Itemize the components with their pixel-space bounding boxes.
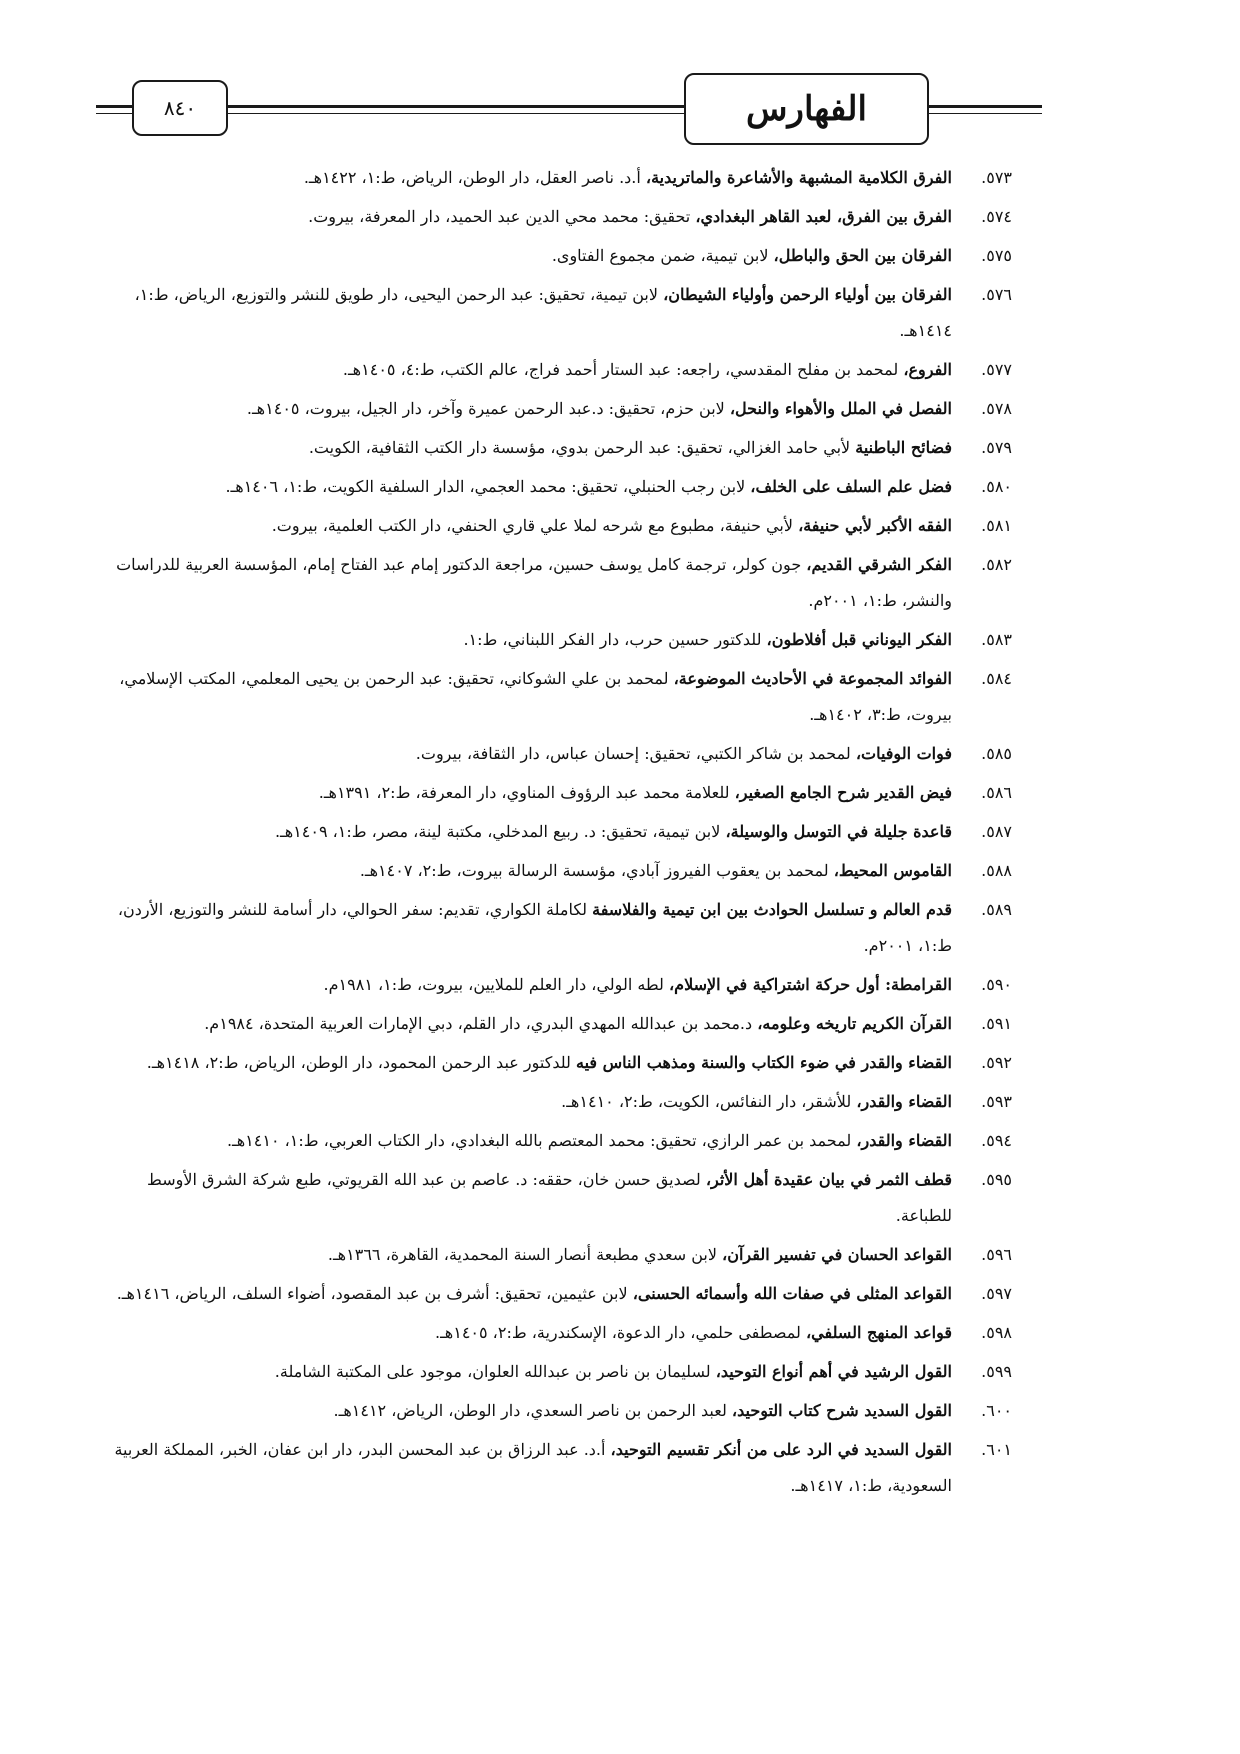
bibliography-entry: [90, 775, 1012, 811]
entry-number: ٥٨٥.: [981, 744, 1012, 763]
entry-title: فوات الوفيات،: [855, 744, 952, 763]
entry-title: الفصل في الملل والأهواء والنحل،: [729, 399, 952, 418]
entry-details: للدكتور حسين حرب، دار الفكر اللبناني، ط:١.: [463, 630, 767, 649]
page-number: ٨٤٠: [163, 96, 197, 120]
entry-details: لسليمان بن ناصر بن عبدالله العلوان، موجود على المكتبة الشاملة.: [274, 1362, 716, 1381]
section-title-box: [684, 73, 929, 145]
header-rule-left: [96, 105, 133, 114]
entry-number: ٥٨٤.: [981, 669, 1012, 688]
entry-details: لمحمد بن يعقوب الفيروز آبادي، مؤسسة الرسالة بيروت، ط:٢، ١٤٠٧هـ.: [359, 861, 834, 880]
entry-title: الفرق بين الفرق، لعبد القاهر البغدادي،: [695, 207, 952, 226]
bibliography-entry: [90, 853, 1012, 889]
entry-title: القول السديد شرح كتاب التوحيد،: [731, 1401, 952, 1420]
entry-number: ٥٨١.: [981, 516, 1012, 535]
entry-title: فضائح الباطنية: [855, 438, 952, 457]
entry-number: ٥٩٩.: [981, 1362, 1012, 1381]
bibliography-entry: [90, 160, 1012, 196]
entry-details: لمصطفى حلمي، دار الدعوة، الإسكندرية، ط:٢، ١٤٠٥هـ.: [435, 1323, 806, 1342]
header-rule-middle: [227, 105, 685, 114]
bibliography-entry: [90, 661, 1012, 733]
entry-number: ٥٩٠.: [981, 975, 1012, 994]
entry-title: القول الرشيد في أهم أنواع التوحيد،: [715, 1362, 952, 1381]
bibliography-entry: [90, 1315, 1012, 1351]
header-rule-right: [928, 105, 1042, 114]
entry-details: لابن تيمية، ضمن مجموع الفتاوى.: [551, 246, 774, 265]
entry-number: ٥٩٧.: [981, 1284, 1012, 1303]
entry-title: الفكر اليوناني قبل أفلاطون،: [766, 630, 952, 649]
bibliography-entry: [90, 1393, 1012, 1429]
entry-number: ٥٩٨.: [981, 1323, 1012, 1342]
entry-number: ٥٧٨.: [981, 399, 1012, 418]
bibliography-entry: [90, 622, 1012, 658]
entry-details: لابن تيمية، تحقيق: د. ربيع المدخلي، مكتبة لينة، مصر، ط:١، ١٤٠٩هـ.: [274, 822, 726, 841]
entry-details: جون كولر، ترجمة كامل يوسف حسين، مراجعة الدكتور إمام عبد الفتاح إمام، المؤسسة العربية للدراسات والنشر، ط:١، ٢٠٠١م.: [116, 555, 952, 610]
entry-title: القول السديد في الرد على من أنكر تقسيم التوحيد،: [610, 1440, 952, 1459]
entry-number: ٥٩١.: [981, 1014, 1012, 1033]
entry-details: لأبي حنيفة، مطبوع مع شرحه لملا علي قاري الحنفي، دار الكتب العلمية، بيروت.: [271, 516, 799, 535]
entry-title: الفرقان بين الحق والباطل،: [773, 246, 952, 265]
bibliography-entry: [90, 430, 1012, 466]
entry-details: لمحمد بن مفلح المقدسي، راجعه: عبد الستار أحمد فراج، عالم الكتب، ط:٤، ١٤٠٥هـ.: [342, 360, 904, 379]
bibliography-entry: [90, 1123, 1012, 1159]
entry-details: لكاملة الكواري، تقديم: سفر الحوالي، دار أسامة للنشر والتوزيع، الأردن، ط:١، ٢٠٠١م.: [117, 900, 952, 955]
entry-details: لابن سعدي مطبعة أنصار السنة المحمدية، القاهرة، ١٣٦٦هـ.: [327, 1245, 723, 1264]
entry-title: القواعد الحسان في تفسير القرآن،: [722, 1245, 952, 1264]
bibliography-entry: [90, 508, 1012, 544]
entry-title: الفرق الكلامية المشبهة والأشاعرة والماتريدية،: [645, 168, 952, 187]
bibliography-entry: [90, 967, 1012, 1003]
bibliography-entry: [90, 199, 1012, 235]
entry-number: ٥٨٧.: [981, 822, 1012, 841]
entry-number: ٥٧٤.: [981, 207, 1012, 226]
entry-details: د.محمد بن عبدالله المهدي البدري، دار القلم، دبي الإمارات العربية المتحدة، ١٩٨٤م.: [204, 1014, 758, 1033]
bibliography-entry: [90, 1084, 1012, 1120]
entry-number: ٥٩٢.: [981, 1053, 1012, 1072]
entry-details: لابن عثيمين، تحقيق: أشرف بن عبد المقصود، أضواء السلف، الرياض، ١٤١٦هـ.: [116, 1284, 633, 1303]
entry-title: القضاء والقدر في ضوء الكتاب والسنة ومذهب الناس فيه: [576, 1053, 952, 1072]
bibliography-entry: [90, 1432, 1012, 1504]
entry-details: للدكتور عبد الرحمن المحمود، دار الوطن، الرياض، ط:٢، ١٤١٨هـ.: [146, 1053, 577, 1072]
bibliography-entry: [90, 1237, 1012, 1273]
entry-details: للأشقر، دار النفائس، الكويت، ط:٢، ١٤١٠هـ.: [561, 1092, 857, 1111]
bibliography-entry: [90, 1045, 1012, 1081]
entry-title: القواعد المثلى في صفات الله وأسمائه الحسنى،: [632, 1284, 952, 1303]
entry-title: القاموس المحيط،: [833, 861, 952, 880]
bibliography-entry: [90, 277, 1012, 349]
bibliography-entry: [90, 238, 1012, 274]
entry-details: لأبي حامد الغزالي، تحقيق: عبد الرحمن بدوي، مؤسسة دار الكتب الثقافية، الكويت.: [308, 438, 856, 457]
entry-number: ٥٧٧.: [981, 360, 1012, 379]
entry-title: فضل علم السلف على الخلف،: [750, 477, 952, 496]
bibliography-entry: [90, 1354, 1012, 1390]
section-title: الفهارس: [746, 89, 867, 129]
bibliography-entry: [90, 1276, 1012, 1312]
entry-details: أ.د. ناصر العقل، دار الوطن، الرياض، ط:١، ١٤٢٢هـ.: [303, 168, 646, 187]
entry-number: ٥٨٠.: [981, 477, 1012, 496]
entry-title: الفوائد المجموعة في الأحاديث الموضوعة،: [673, 669, 952, 688]
entry-number: ٥٨٣.: [981, 630, 1012, 649]
entry-title: الفكر الشرقي القديم،: [806, 555, 952, 574]
entry-title: الفرقان بين أولياء الرحمن وأولياء الشيطان،: [663, 285, 952, 304]
entry-title: القرآن الكريم تاريخه وعلومه،: [757, 1014, 952, 1033]
bibliography-entry: [90, 1006, 1012, 1042]
entry-number: ٥٨٢.: [981, 555, 1012, 574]
entry-number: ٥٧٥.: [981, 246, 1012, 265]
bibliography-entry: [90, 892, 1012, 964]
entry-details: لابن رجب الحنبلي، تحقيق: محمد العجمي، الدار السلفية الكويت، ط:١، ١٤٠٦هـ.: [225, 477, 751, 496]
entry-details: أ.د. عبد الرزاق بن عبد المحسن البدر، دار ابن عفان، الخبر، المملكة العربية السعودية، ط:١، ١٤١٧هـ.: [114, 1440, 952, 1495]
entry-number: ٥٩٣.: [981, 1092, 1012, 1111]
entry-number: ٥٧٩.: [981, 438, 1012, 457]
entry-details: لمحمد بن عمر الرازي، تحقيق: محمد المعتصم بالله البغدادي، دار الكتاب العربي، ط:١، ١٤١٠هـ.: [226, 1131, 857, 1150]
entry-details: للعلامة محمد عبد الرؤوف المناوي، دار المعرفة، ط:٢، ١٣٩١هـ.: [318, 783, 735, 802]
bibliography-entry: [90, 547, 1012, 619]
entry-details: تحقيق: محمد محي الدين عبد الحميد، دار المعرفة، بيروت.: [308, 207, 696, 226]
entry-number: ٥٨٨.: [981, 861, 1012, 880]
entry-number: ٥٧٦.: [981, 285, 1012, 304]
bibliography-entry: [90, 1162, 1012, 1234]
entry-number: ٦٠٠.: [981, 1401, 1012, 1420]
entry-title: القضاء والقدر،: [856, 1131, 952, 1150]
entry-number: ٥٩٤.: [981, 1131, 1012, 1150]
entry-title: الفقه الأكبر لأبي حنيفة،: [798, 516, 952, 535]
entry-details: لابن تيمية، تحقيق: عبد الرحمن اليحيى، دار طويق للنشر والتوزيع، الرياض، ط:١، ١٤١٤هـ.: [134, 285, 952, 340]
bibliography-entry: [90, 814, 1012, 850]
bibliography-entry: [90, 736, 1012, 772]
entry-title: قدم العالم و تسلسل الحوادث بين ابن تيمية والفلاسفة: [592, 900, 952, 919]
bibliography-entry: [90, 469, 1012, 505]
entry-number: ٥٧٣.: [981, 168, 1012, 187]
entry-details: لطه الولي، دار العلم للملايين، بيروت، ط:١، ١٩٨١م.: [323, 975, 670, 994]
entry-number: ٥٩٥.: [981, 1170, 1012, 1189]
entry-details: لمحمد بن شاكر الكتبي، تحقيق: إحسان عباس، دار الثقافة، بيروت.: [415, 744, 856, 763]
entry-title: الفروع،: [903, 360, 952, 379]
entry-title: قواعد المنهج السلفي،: [805, 1323, 952, 1342]
entry-details: لابن حزم، تحقيق: د.عبد الرحمن عميرة وآخر، دار الجيل، بيروت، ١٤٠٥هـ.: [246, 399, 730, 418]
page-number-box: [132, 80, 228, 136]
entry-title: قطف الثمر في بيان عقيدة أهل الأثر،: [705, 1170, 952, 1189]
bibliography-entry: [90, 352, 1012, 388]
entry-number: ٥٩٦.: [981, 1245, 1012, 1264]
entry-details: لعبد الرحمن بن ناصر السعدي، دار الوطن، الرياض، ١٤١٢هـ.: [333, 1401, 732, 1420]
entry-title: القضاء والقدر،: [856, 1092, 952, 1111]
entry-title: قاعدة جليلة في التوسل والوسيلة،: [725, 822, 952, 841]
entry-number: ٥٨٩.: [981, 900, 1012, 919]
entry-number: ٥٨٦.: [981, 783, 1012, 802]
entry-details: لصديق حسن خان، حققه: د. عاصم بن عبد الله القريوتي، طبع شركة الشرق الأوسط للطباعة.: [147, 1170, 952, 1225]
entry-details: لمحمد بن علي الشوكاني، تحقيق: عبد الرحمن بن يحيى المعلمي، المكتب الإسلامي، بيروت، ط:٣، ١٤٠٢هـ.: [119, 669, 952, 724]
entry-title: القرامطة: أول حركة اشتراكية في الإسلام،: [669, 975, 952, 994]
bibliography-entry: [90, 391, 1012, 427]
entry-number: ٦٠١.: [981, 1440, 1012, 1459]
bibliography-list: [90, 160, 1012, 1507]
entry-title: فيض القدير شرح الجامع الصغير،: [734, 783, 952, 802]
